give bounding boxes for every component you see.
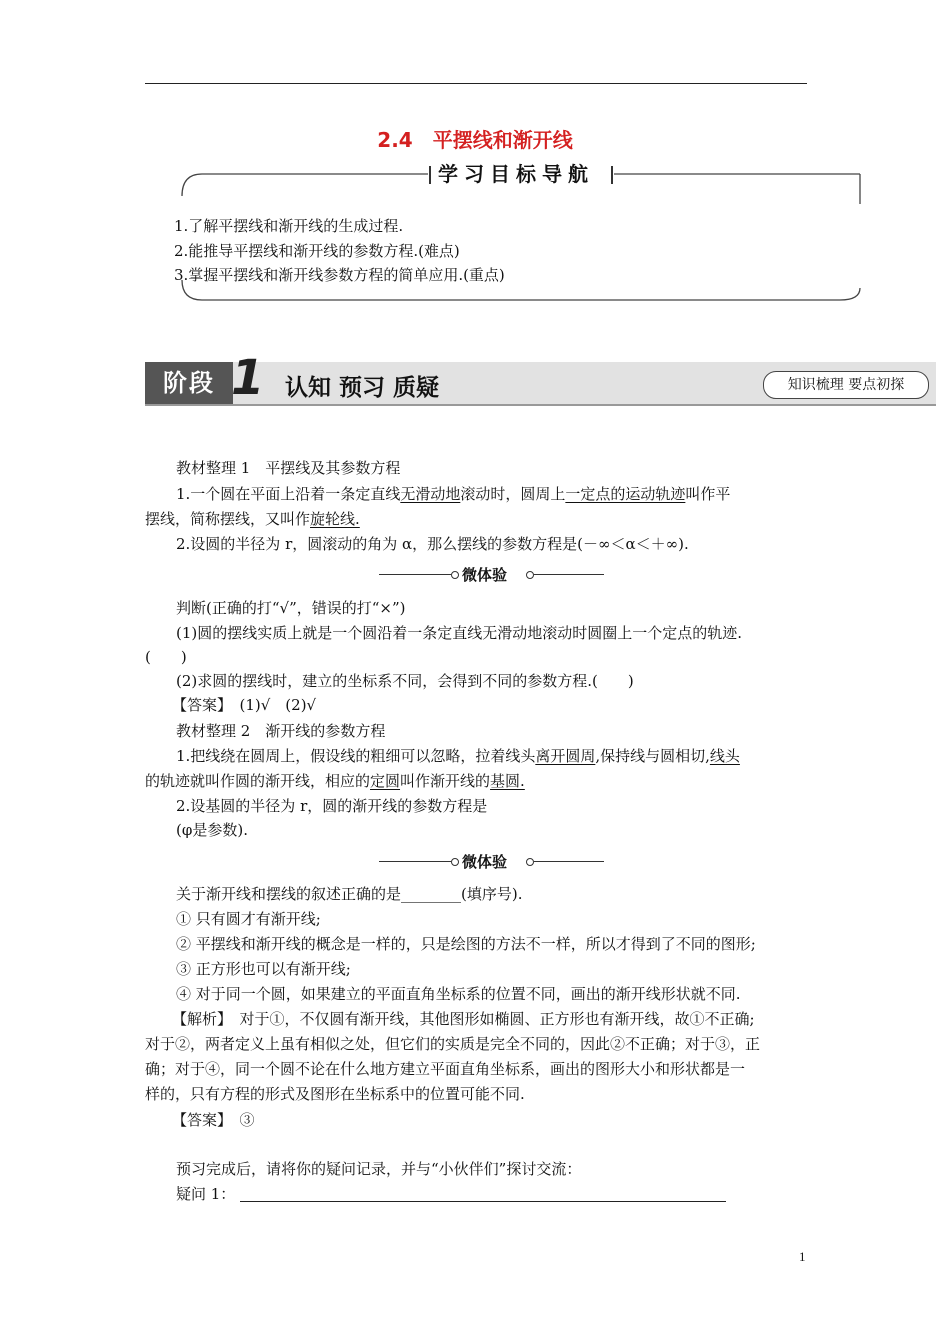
divider-dot bbox=[526, 571, 534, 579]
stage-prefix: 阶段 bbox=[163, 369, 215, 397]
exercise1-prompt: 判断(正确的打“√”，错误的打“×”) bbox=[176, 599, 406, 617]
divider-left bbox=[379, 574, 451, 575]
wei-heading: 微体验 bbox=[462, 566, 508, 584]
divider-right bbox=[534, 574, 604, 575]
section-title-text: 平摆线和渐开线 bbox=[432, 128, 573, 152]
part1-heading: 教材整理 1 平摆线及其参数方程 bbox=[176, 459, 401, 477]
stage-prefix-block bbox=[145, 362, 233, 404]
stage-title: 认知 预习 质疑 bbox=[285, 375, 440, 401]
divider-dot bbox=[451, 858, 459, 866]
stage-tag-text: 知识梳理 要点初探 bbox=[787, 377, 905, 393]
section-number: 2.4 bbox=[377, 128, 413, 152]
part1-paragraph1-cont: 摆线，简称摆线，又叫作旋轮线. bbox=[145, 510, 360, 528]
header-rule bbox=[145, 83, 807, 84]
objective-item: 1.了解平摆线和渐开线的生成过程. bbox=[174, 217, 404, 235]
part2-paragraph2: 2.设基圆的半径为 r，圆的渐开线的参数方程是 bbox=[176, 797, 488, 815]
divider-dot bbox=[451, 571, 459, 579]
exercise2-answer: 【答案】 ③ bbox=[172, 1111, 255, 1129]
exercise2-analysis: 【解析】 对于①，不仅圆有渐开线，其他图形如椭圆、正方形也有渐开线，故①不正确; bbox=[172, 1010, 755, 1028]
exercise2-option: ③ 正方形也可以有渐开线; bbox=[176, 960, 351, 978]
question-label: 疑问 1： bbox=[176, 1185, 236, 1203]
exercise1-answer: 【答案】 (1)√ (2)√ bbox=[172, 696, 317, 714]
divider-left bbox=[379, 861, 451, 862]
exercise1-q2: (2)求圆的摆线时，建立的坐标系不同，会得到不同的参数方程.( ) bbox=[176, 672, 634, 690]
part1-paragraph1: 1.一个圆在平面上沿着一条定直线无滑动地滚动时，圆周上一定点的运动轨迹叫作平 bbox=[176, 485, 731, 503]
question-answer-line[interactable] bbox=[240, 1201, 726, 1202]
divider-dot bbox=[526, 858, 534, 866]
exercise2-option: ① 只有圆才有渐开线; bbox=[176, 910, 321, 928]
section-title bbox=[0, 124, 950, 153]
exercise2-prompt: 关于渐开线和摆线的叙述正确的是________(填序号). bbox=[176, 885, 523, 903]
stage-number: 1 bbox=[231, 350, 265, 406]
exercise2-analysis: 对于②，两者定义上虽有相似之处，但它们的实质是完全不同的，因此②不正确；对于③，正 bbox=[145, 1035, 761, 1053]
exercise1-q1: (1)圆的摆线实质上就是一个圆沿着一条定直线无滑动地滚动时圆圈上一个定点的轨迹. bbox=[176, 624, 743, 642]
part2-paragraph2-cont: (φ是参数). bbox=[176, 821, 248, 839]
part2-paragraph1-cont: 的轨迹就叫作圆的渐开线，相应的定圆叫作渐开线的基圆. bbox=[145, 772, 525, 790]
objectives-banner: 学习目标导航 bbox=[432, 158, 600, 187]
exercise2-option: ② 平摆线和渐开线的概念是一样的，只是绘图的方法不一样，所以才得到了不同的图形; bbox=[176, 935, 756, 953]
wei-heading: 微体验 bbox=[462, 853, 508, 871]
exercise1-q1-blank: ( ) bbox=[145, 648, 187, 666]
part2-heading: 教材整理 2 渐开线的参数方程 bbox=[176, 722, 386, 740]
part1-paragraph2: 2.设圆的半径为 r，圆滚动的角为 α，那么摆线的参数方程是(－∞＜α＜＋∞). bbox=[176, 535, 689, 553]
divider-right bbox=[534, 861, 604, 862]
exercise2-analysis: 样的，只有方程的形式及图形在坐标系中的位置可能不同. bbox=[145, 1085, 525, 1103]
objective-item: 3.掌握平摆线和渐开线参数方程的简单应用.(重点) bbox=[174, 266, 505, 284]
exercise2-option: ④ 对于同一个圆，如果建立的平面直角坐标系的位置不同，画出的渐开线形状就不同. bbox=[176, 985, 741, 1003]
stage-tag bbox=[763, 371, 929, 399]
preview-note: 预习完成后，请将你的疑问记录，并与“小伙伴们”探讨交流： bbox=[176, 1160, 582, 1178]
objective-item: 2.能推导平摆线和渐开线的参数方程.(难点) bbox=[174, 242, 460, 260]
page-number: 1 bbox=[799, 1249, 806, 1264]
part2-paragraph1: 1.把线绕在圆周上，假设线的粗细可以忽略，拉着线头离开圆周,保持线与圆相切,线头 bbox=[176, 747, 740, 765]
exercise2-analysis: 确；对于④，同一个圆不论在什么地方建立平面直角坐标系，画出的图形大小和形状都是一 bbox=[145, 1060, 746, 1078]
